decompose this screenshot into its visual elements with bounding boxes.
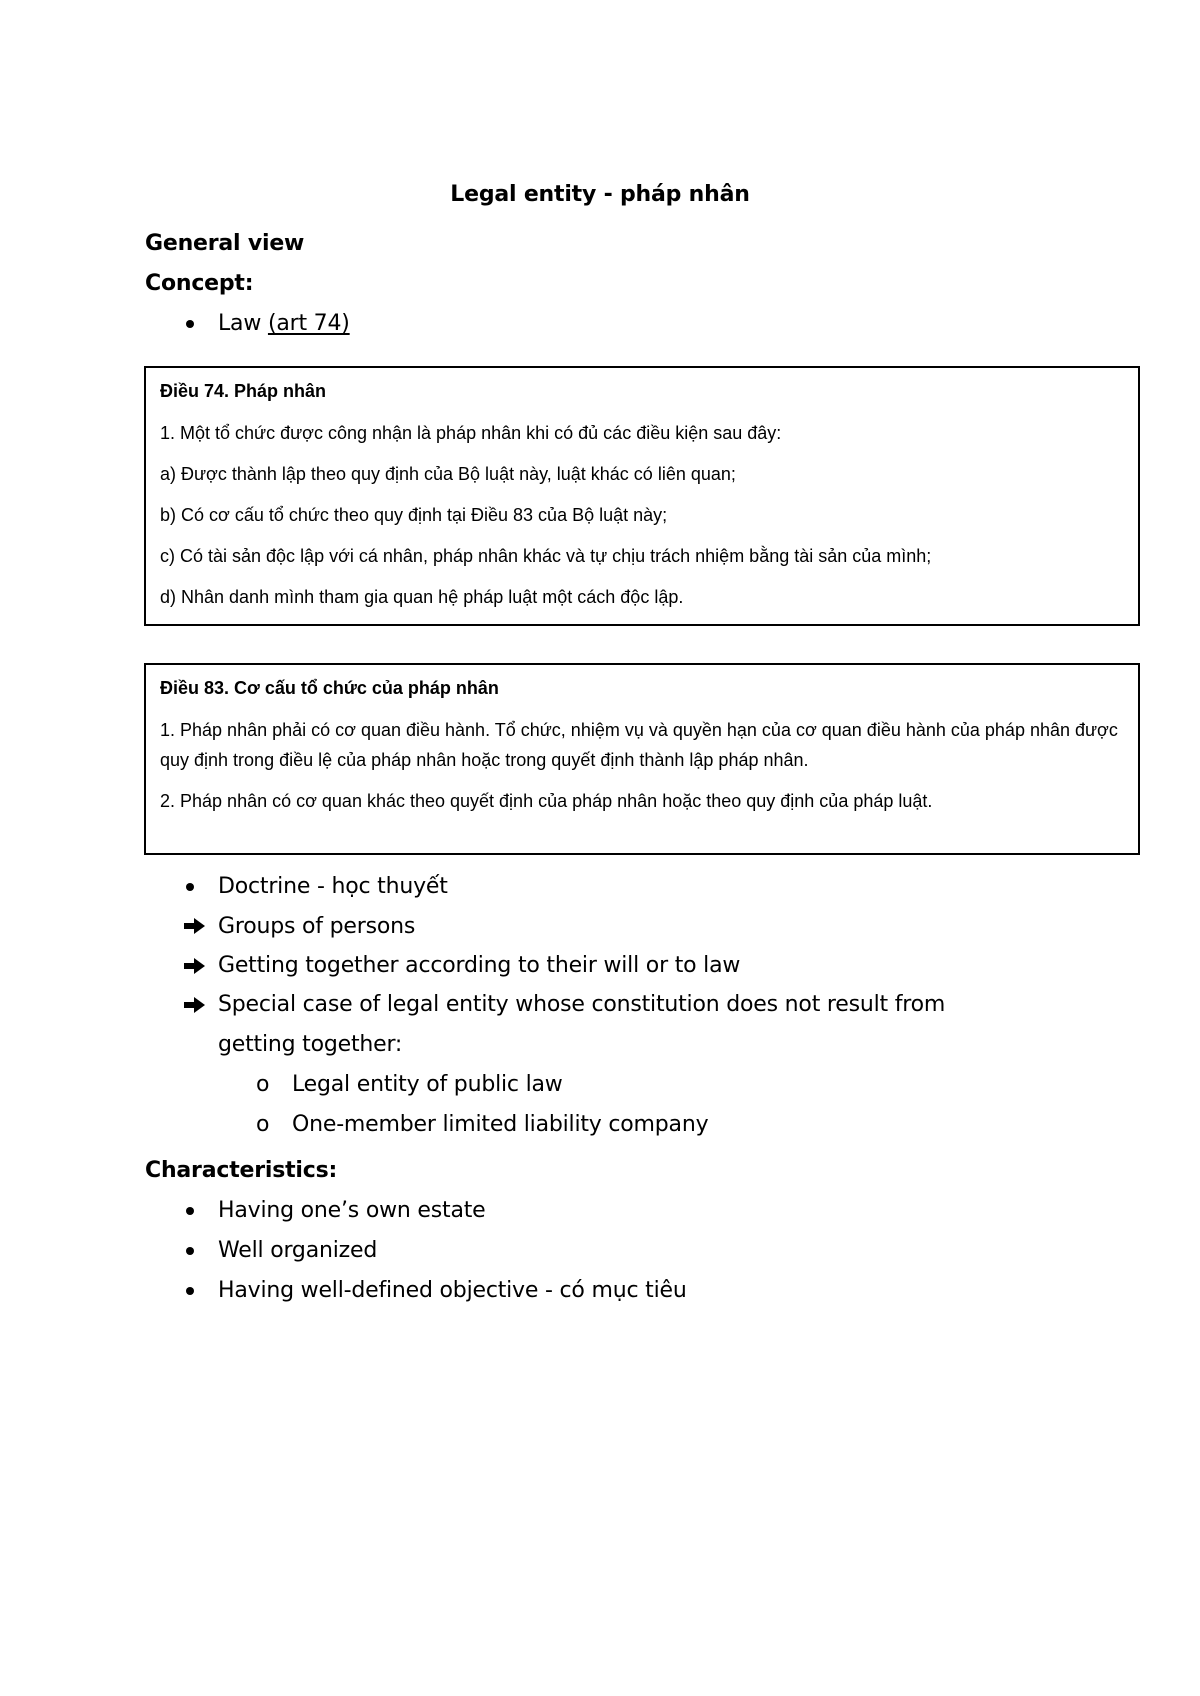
- article-83-title: Điều 83. Cơ cấu tổ chức của pháp nhân: [160, 678, 499, 698]
- arrow-item: Special case of legal entity whose constitution does not result from: [218, 992, 946, 1017]
- bullet-icon: [186, 1287, 194, 1295]
- circle-bullet-icon: o: [256, 1072, 270, 1097]
- right-arrow-icon: [184, 917, 206, 935]
- article-83-paragraph: 1. Pháp nhân phải có cơ quan điều hành. Tổ chức, nhiệm vụ và quyền hạn của cơ quan điều hành của pháp nhân được quy định trong điều lệ của pháp nhân hoặc trong quyết định thành lập pháp nhân.: [160, 720, 1118, 770]
- general-view-heading: General view: [145, 231, 305, 256]
- characteristic-item: Having well-defined objective - có mục tiêu: [218, 1278, 687, 1303]
- article-74-title: Điều 74. Pháp nhân: [160, 381, 327, 401]
- right-arrow-icon: [184, 957, 206, 975]
- characteristics-heading: Characteristics:: [145, 1158, 338, 1183]
- characteristic-item: Having one’s own estate: [218, 1198, 486, 1223]
- bullet-icon: [186, 883, 194, 891]
- article-74-paragraph: a) Được thành lập theo quy định của Bộ luật này, luật khác có liên quan;: [160, 464, 736, 484]
- concept-heading: Concept:: [145, 271, 254, 296]
- sub-item: One-member limited liability company: [292, 1112, 709, 1137]
- article-74-paragraph: c) Có tài sản độc lập với cá nhân, pháp nhân khác và tự chịu trách nhiệm bằng tài sản của mình;: [160, 546, 932, 566]
- characteristic-item: Well organized: [218, 1238, 378, 1263]
- circle-bullet-icon: o: [256, 1112, 270, 1137]
- right-arrow-icon: [184, 996, 206, 1014]
- article-74-paragraph: b) Có cơ cấu tổ chức theo quy định tại Điều 83 của Bộ luật này;: [160, 505, 668, 525]
- law-label: Law: [218, 311, 268, 336]
- arrow-item-continuation: getting together:: [218, 1032, 403, 1057]
- sub-item: Legal entity of public law: [292, 1072, 563, 1097]
- bullet-icon: [186, 320, 194, 328]
- bullet-icon: [186, 1207, 194, 1215]
- article-74-paragraph: 1. Một tổ chức được công nhận là pháp nhân khi có đủ các điều kiện sau đây:: [160, 423, 782, 443]
- law-article-link[interactable]: (art 74): [267, 311, 350, 336]
- article-74-box: [144, 366, 1140, 626]
- doctrine-item: Doctrine - học thuyết: [218, 874, 448, 899]
- document-title: Legal entity - pháp nhân: [450, 182, 750, 207]
- arrow-item: Getting together according to their will or to law: [218, 953, 741, 978]
- bullet-icon: [186, 1247, 194, 1255]
- article-83-paragraph: 2. Pháp nhân có cơ quan khác theo quyết định của pháp nhân hoặc theo quy định của pháp luật.: [160, 791, 933, 811]
- law-item: [218, 304, 350, 344]
- arrow-item: Groups of persons: [218, 914, 416, 939]
- article-83-box: [144, 663, 1140, 855]
- article-74-paragraph: d) Nhân danh mình tham gia quan hệ pháp luật một cách độc lập.: [160, 587, 684, 607]
